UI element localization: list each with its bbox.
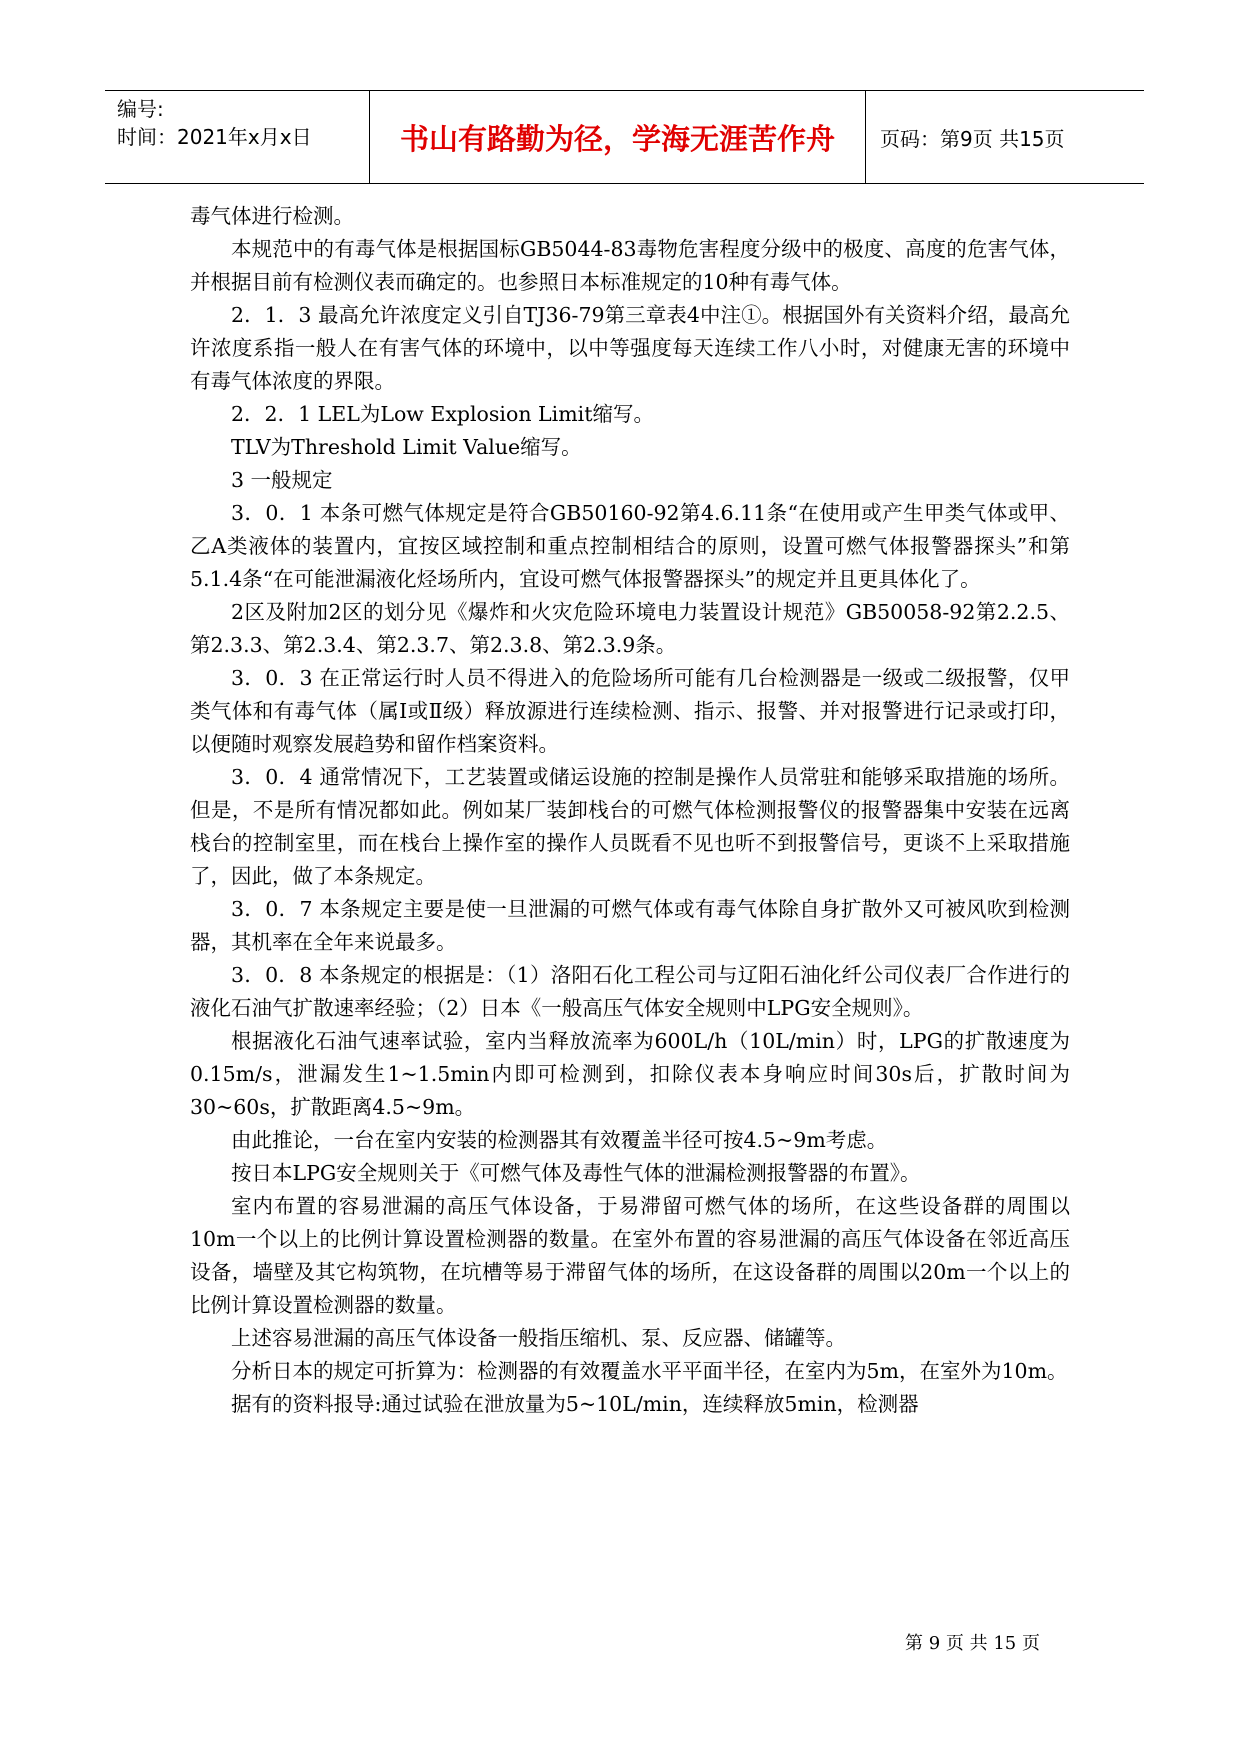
paragraph: 根据液化石油气速率试验，室内当释放流率为600L/h（10L/min）时，LPG的扩散速度为0.15m/s，泄漏发生1~1.5min内即可检测到，扣除仪表本身响应时间30s后，扩散时间为30~60s，扩散距离4.5~9m。 [190,1029,1070,1119]
paragraph: 本规范中的有毒气体是根据国标GB5044-83毒物危害程度分级中的极度、高度的危害气体，并根据目前有检测仪表而确定的。也参照日本标准规定的10种有毒气体。 [190,237,1070,294]
header-motto-cell [370,91,866,183]
paragraph: 2．1．3 最高允许浓度定义引自TJ36-79第三章表4中注①。根据国外有关资料介绍，最高允许浓度系指一般人在有害气体的环境中，以中等强度每天连续工作八小时，对健康无害的环境中有毒气体浓度的界限。 [190,303,1070,393]
document-body [190,200,1070,1421]
paragraph: 3．0．1 本条可燃气体规定是符合GB50160-92第4.6.11条“在使用或产生甲类气体或甲、乙A类液体的装置内，宜按区域控制和重点控制相结合的原则，设置可燃气体报警器探头”和第5.1.4条“在可能泄漏液化烃场所内，宜设可燃气体报警器探头”的规定并且更具体化了。 [190,501,1070,591]
header-page-cell [866,91,1144,183]
paragraph: 3．0．8 本条规定的根据是：（1）洛阳石化工程公司与辽阳石油化纤公司仪表厂合作进行的液化石油气扩散速率经验；（2）日本《一般高压气体安全规则中LPG安全规则》。 [190,963,1070,1020]
header-page-label: 页码：第9页 共15页 [880,126,1065,151]
header-motto: 书山有路勤为径，学海无涯苦作舟 [399,121,835,156]
paragraph: 毒气体进行检测。 [190,204,354,228]
section-heading: 3 一般规定 [231,468,333,492]
paragraph: 上述容易泄漏的高压气体设备一般指压缩机、泵、反应器、储罐等。 [231,1326,846,1350]
paragraph: TLV为Threshold Limit Value缩写。 [231,435,582,459]
document-number-label: 编号: [117,97,164,121]
paragraph: 3．0．4 通常情况下，工艺装置或储运设施的控制是操作人员常驻和能够采取措施的场所。但是，不是所有情况都如此。例如某厂装卸栈台的可燃气体检测报警仪的报警器集中安装在远离栈台的控制室里，而在栈台上操作室的操作人员既看不见也听不到报警信号，更谈不上采取措施了，因此，做了本条规定。 [190,765,1070,888]
paragraph: 3．0．3 在正常运行时人员不得进入的危险场所可能有几台检测器是一级或二级报警，仅甲类气体和有毒气体（属Ⅰ或Ⅱ级）释放源进行连续检测、指示、报警、并对报警进行记录或打印，以便随时观察发展趋势和留作档案资料。 [190,666,1070,756]
paragraph: 分析日本的规定可折算为：检测器的有效覆盖水平平面半径，在室内为5m，在室外为10m。 [231,1359,1068,1383]
paragraph: 2区及附加2区的划分见《爆炸和火灾危险环境电力装置设计规范》GB50058-92第2.2.5、第2.3.3、第2.3.4、第2.3.7、第2.3.8、第2.3.9条。 [190,600,1070,657]
paragraph: 由此推论，一台在室内安装的检测器其有效覆盖半径可按4.5~9m考虑。 [231,1128,888,1152]
paragraph: 室内布置的容易泄漏的高压气体设备，于易滞留可燃气体的场所，在这些设备群的周围以10m一个以上的比例计算设置检测器的数量。在室外布置的容易泄漏的高压气体设备在邻近高压设备，墙壁及其它构筑物，在坑槽等易于滞留气体的场所，在这设备群的周围以20m一个以上的比例计算设置检测器的数量。 [190,1194,1070,1317]
paragraph: 3．0．7 本条规定主要是使一旦泄漏的可燃气体或有毒气体除自身扩散外又可被风吹到检测器，其机率在全年来说最多。 [190,897,1070,954]
header-meta-cell [105,91,370,183]
page-header [105,90,1144,184]
paragraph: 按日本LPG安全规则关于《可燃气体及毒性气体的泄漏检测报警器的布置》。 [231,1161,921,1185]
paragraph: 2．2．1 LEL为Low Explosion Limit缩写。 [231,402,654,426]
paragraph: 据有的资料报导:通过试验在泄放量为5~10L/min，连续释放5min，检测器 [231,1392,919,1416]
page-footer [905,1629,1040,1655]
footer-page-number: 第 9 页 共 15 页 [905,1633,1040,1654]
document-time-label: 时间：2021年x月x日 [117,125,312,149]
